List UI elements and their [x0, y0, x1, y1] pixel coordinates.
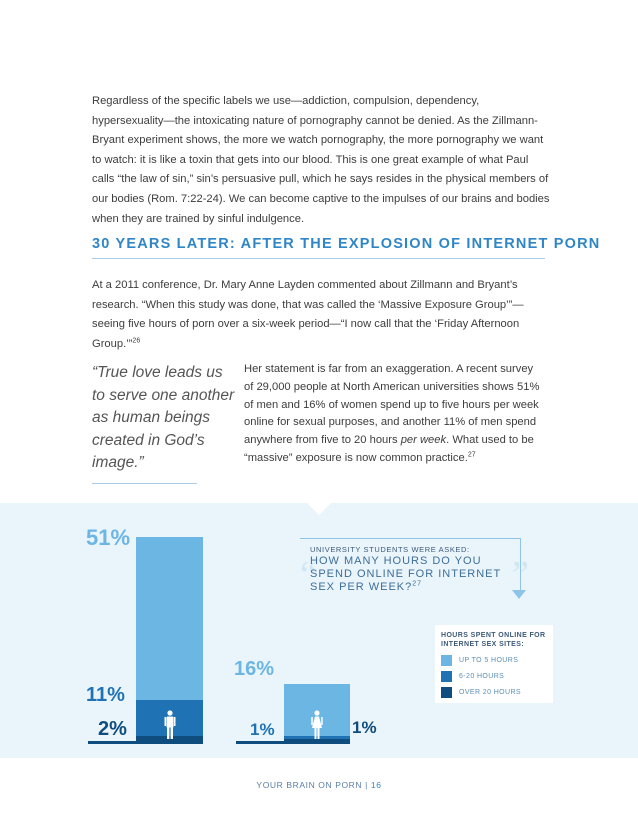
callout-intro: UNIVERSITY STUDENTS WERE ASKED: — [310, 545, 470, 554]
legend-label: UP TO 5 HOURS — [459, 657, 519, 664]
pull-quote-rule — [92, 483, 197, 484]
bar-baseline — [236, 741, 350, 744]
section-divider — [92, 258, 545, 259]
paragraph-3-emphasis: per week — [400, 434, 447, 447]
callout-question — [310, 555, 515, 594]
open-quote-icon: “ — [300, 554, 317, 596]
legend-title: HOURS SPENT ONLINE FOR INTERNET SEX SITES: — [441, 632, 546, 648]
pct-label: 2% — [98, 718, 127, 740]
pct-label: 16% — [234, 658, 275, 681]
pull-quote: “True love leads us to serve one another as human beings created in God’s image.” — [92, 364, 235, 471]
footnote-ref-27: 27 — [467, 451, 476, 459]
legend-item — [441, 655, 518, 666]
body-paragraph-3 — [244, 361, 544, 468]
section-title: 30 YEARS LATER: AFTER THE EXPLOSION OF INTERNET PORN — [92, 236, 601, 252]
bar-baseline — [88, 741, 203, 744]
body-paragraph-2 — [92, 276, 550, 354]
footnote-ref-26: 26 — [132, 337, 141, 345]
pct-label: 1% — [352, 718, 377, 737]
paragraph-3-text-b: . What used to be “massive” exposure is now common practice. — [244, 434, 534, 464]
pct-label: 1% — [250, 720, 275, 739]
pct-label: 51% — [86, 525, 131, 551]
chart-legend — [435, 625, 553, 703]
footer-title: YOUR BRAIN ON PORN — [256, 780, 363, 790]
bar-men-0 — [136, 537, 203, 700]
close-quote-icon: ” — [512, 554, 529, 596]
paragraph-2-text: At a 2011 conference, Dr. Mary Anne Layden commented about Zillmann and Bryant’s research. “When this study was done, that was called the ‘Massive Exposure Group’”—seeing five hours of porn over a six-week period—“I now call that the ‘Friday Afternoon Group.’” — [92, 279, 524, 350]
male-person-icon — [164, 710, 176, 740]
pct-label: 11% — [86, 684, 125, 706]
legend-item — [441, 687, 521, 698]
footer-separator: | — [365, 780, 368, 790]
callout-question-text: HOW MANY HOURS DO YOU SPEND ONLINE FOR INTERNET SEX PER WEEK? — [310, 555, 502, 593]
legend-swatch-dark — [441, 687, 452, 698]
page-footer — [0, 780, 638, 790]
page-number: 16 — [370, 780, 382, 790]
legend-swatch-mid — [441, 671, 452, 682]
paragraph-3-text-a: Her statement is far from an exaggeration. A recent survey of 29,000 people at North American universities shows 51% of men and 16% of women spend up to five hours per week online for sexual purposes, and another 11% of men spend anywhere from five to 20 hours — [244, 363, 540, 447]
legend-label: 6-20 HOURS — [459, 673, 505, 680]
legend-item — [441, 671, 504, 682]
callout-footnote-ref: 27 — [412, 580, 423, 588]
female-person-icon — [311, 710, 323, 740]
band-notch — [305, 501, 333, 515]
body-paragraph-1: Regardless of the specific labels we use—addiction, compulsion, dependency, hypersexuality—the intoxicating nature of pornography cannot be denied. As the Zillmann-Bryant experiment shows, the more we watch pornography, the more pornography we want to watch: it is like a toxin that gets into our blood. This is one great example of what Paul calls “the law of sin,” sin’s persuasive pull, which he says resides in the physical members of our bodies (Rom. 7:22-24). We can become captive to the impulses of our brains and bodies when they are trained by sinful indulgence. — [92, 95, 550, 225]
legend-swatch-light — [441, 655, 452, 666]
legend-label: OVER 20 HOURS — [459, 689, 521, 696]
